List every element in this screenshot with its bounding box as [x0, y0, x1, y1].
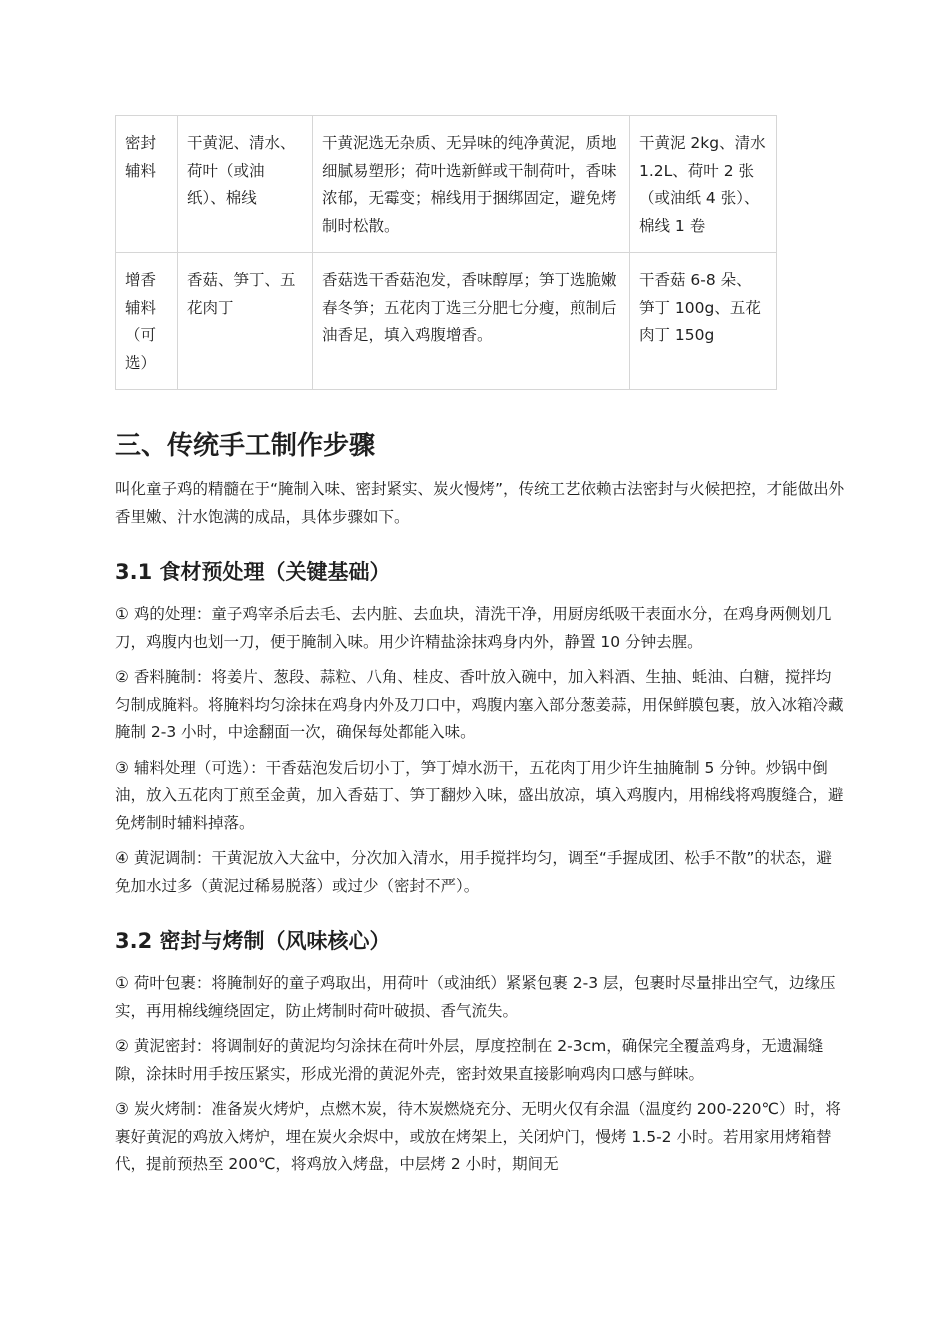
- ingredient-table: [115, 115, 777, 390]
- table-cell-category: 增香辅料（可选）: [116, 253, 178, 390]
- step-paragraph: ③ 辅料处理（可选）：干香菇泡发后切小丁，笋丁焯水沥干，五花肉丁用少许生抽腌制 5 分钟。炒锅中倒油，放入五花肉丁煎至金黄，加入香菇丁、笋丁翻炒入味，盛出放凉，填入鸡腹内，用棉线将鸡腹缝合，避免烤制时辅料掉落。: [115, 758, 844, 832]
- subsection-heading: 3.1 食材预处理（关键基础）: [115, 560, 391, 584]
- table-cell-items: 干黄泥、清水、荷叶（或油纸）、棉线: [178, 116, 313, 253]
- table-cell-category: 密封辅料: [116, 116, 178, 253]
- step-paragraph: ② 香料腌制：将姜片、葱段、蒜粒、八角、桂皮、香叶放入碗中，加入料酒、生抽、蚝油、白糖，搅拌均匀制成腌料。将腌料均匀涂抹在鸡身内外及刀口中，鸡腹内塞入部分葱姜蒜，用保鲜膜包裹，放入冰箱冷藏腌制 2-3 小时，中途翻面一次，确保每处都能入味。: [115, 668, 844, 741]
- table-cell-amount: 干香菇 6-8 朵、笋丁 100g、五花肉丁 150g: [630, 253, 777, 390]
- section-heading: 三、传统手工制作步骤: [115, 431, 376, 461]
- step-paragraph: ① 荷叶包裹：将腌制好的童子鸡取出，用荷叶（或油纸）紧紧包裹 2-3 层，包裹时尽量排出空气，边缘压实，再用棉线缠绕固定，防止烤制时荷叶破损、香气流失。: [115, 974, 836, 1020]
- step-paragraph: ④ 黄泥调制：干黄泥放入大盆中，分次加入清水，用手搅拌均匀，调至“手握成团、松手不散”的状态，避免加水过多（黄泥过稀易脱落）或过少（密封不严）。: [115, 849, 832, 895]
- table-cell-requirement: 香菇选干香菇泡发，香味醇厚；笋丁选脆嫩春冬笋；五花肉丁选三分肥七分瘦，煎制后油香足，填入鸡腹增香。: [313, 253, 630, 390]
- step-paragraph: ① 鸡的处理：童子鸡宰杀后去毛、去内脏、去血块，清洗干净，用厨房纸吸干表面水分，在鸡身两侧划几刀，鸡腹内也划一刀，便于腌制入味。用少许精盐涂抹鸡身内外，静置 10 分钟去腥。: [115, 605, 832, 651]
- section-intro: 叫化童子鸡的精髓在于“腌制入味、密封紧实、炭火慢烤”，传统工艺依赖古法密封与火候把控，才能做出外香里嫩、汁水饱满的成品，具体步骤如下。: [115, 480, 845, 526]
- table-row: [116, 116, 777, 253]
- step-paragraph: ③ 炭火烤制：准备炭火烤炉，点燃木炭，待木炭燃烧充分、无明火仅有余温（温度约 200-220℃）时，将裹好黄泥的鸡放入烤炉，埋在炭火余烬中，或放在烤架上，关闭炉门，慢烤 1.5-2 小时。若用家用烤箱替代，提前预热至 200℃，将鸡放入烤盘，中层烤 2 小时，期间无: [115, 1100, 841, 1173]
- step-paragraph: ② 黄泥密封：将调制好的黄泥均匀涂抹在荷叶外层，厚度控制在 2-3cm，确保完全覆盖鸡身，无遗漏缝隙，涂抹时用手按压紧实，形成光滑的黄泥外壳，密封效果直接影响鸡肉口感与鲜味。: [115, 1037, 824, 1083]
- table-cell-amount: 干黄泥 2kg、清水 1.2L、荷叶 2 张（或油纸 4 张）、棉线 1 卷: [630, 116, 777, 253]
- table-cell-items: 香菇、笋丁、五花肉丁: [178, 253, 313, 390]
- table-row: [116, 253, 777, 390]
- document-page: [115, 115, 845, 1187]
- table-cell-requirement: 干黄泥选无杂质、无异味的纯净黄泥，质地细腻易塑形；荷叶选新鲜或干制荷叶，香味浓郁，无霉变；棉线用于捆绑固定，避免烤制时松散。: [313, 116, 630, 253]
- subsection-heading: 3.2 密封与烤制（风味核心）: [115, 929, 391, 953]
